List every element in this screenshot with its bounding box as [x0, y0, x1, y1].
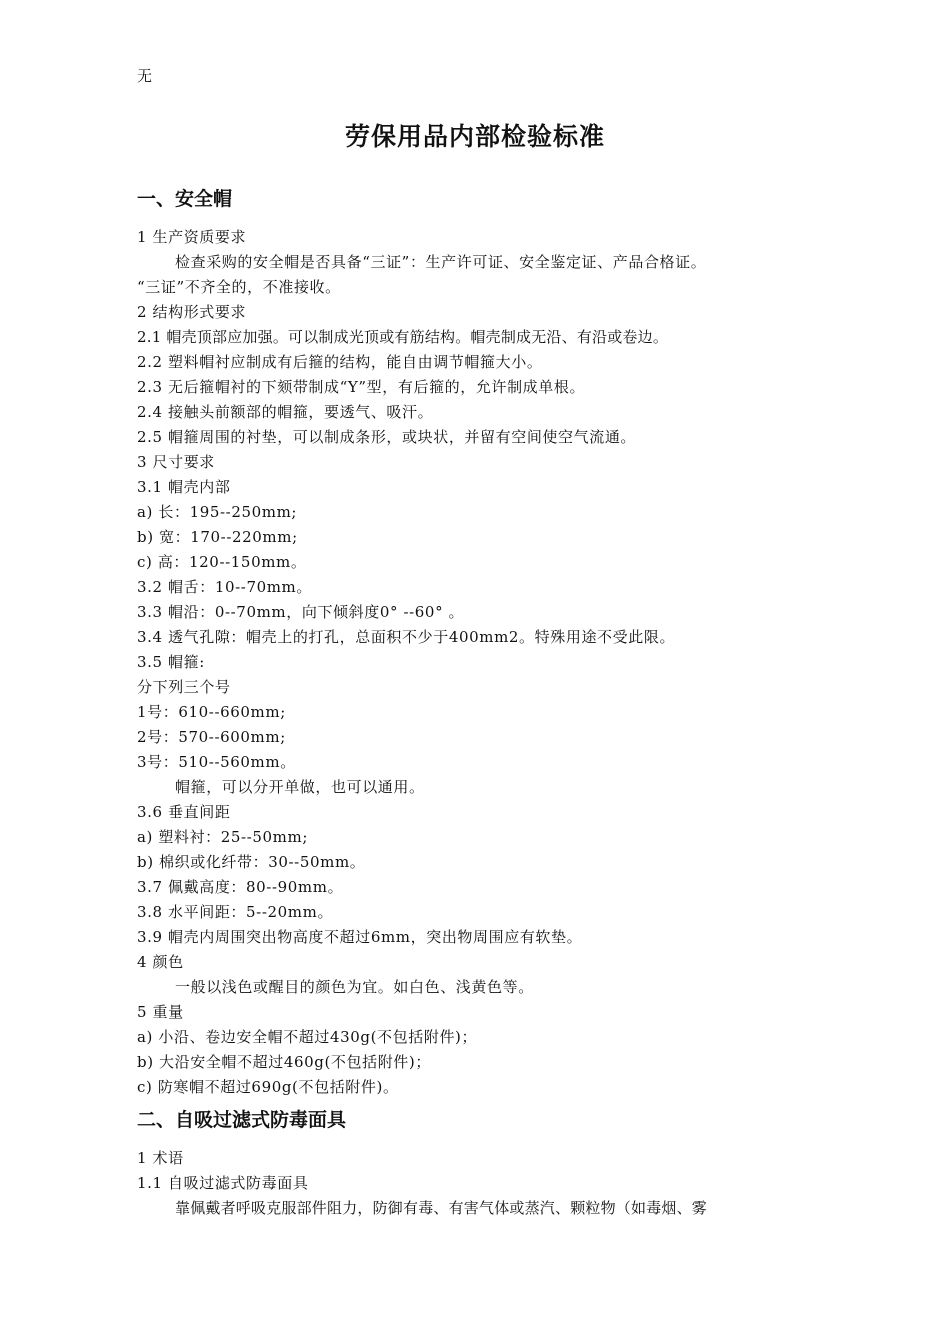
text-line: 3.2 帽舌：10--70mm。 — [137, 578, 312, 596]
text-line: 一般以浅色或醒目的颜色为宜。如白色、浅黄色等。 — [175, 978, 534, 996]
text-line: 3.8 水平间距：5--20mm。 — [137, 903, 334, 921]
section-body-gas-mask — [137, 1146, 827, 1221]
text-line: b) 宽：170--220mm; — [137, 528, 298, 546]
text-line: 4 颜色 — [137, 953, 184, 971]
text-line: c) 高：120--150mm。 — [137, 553, 307, 571]
text-line: 2.1 帽壳顶部应加强。可以制成光顶或有筋结构。帽壳制成无沿、有沿或卷边。 — [137, 328, 669, 346]
text-line: 5 重量 — [137, 1003, 184, 1021]
text-line: 2.2 塑料帽衬应制成有后箍的结构，能自由调节帽箍大小。 — [137, 353, 543, 371]
text-line: 2.4 接触头前额部的帽箍，要透气、吸汗。 — [137, 403, 434, 421]
section-heading-gas-mask: 二、自吸过滤式防毒面具 — [137, 1109, 347, 1131]
text-line: “三证”不齐全的，不准接收。 — [137, 278, 341, 296]
text-line: 2.3 无后箍帽衬的下颏带制成“Y”型，有后箍的，允许制成单根。 — [137, 378, 586, 396]
section-body-safety-helmet — [137, 225, 827, 1100]
text-line: 1 生产资质要求 — [137, 228, 247, 246]
text-line: 2 结构形式要求 — [137, 303, 247, 321]
section-heading-safety-helmet: 一、安全帽 — [137, 188, 233, 210]
text-line: 2号：570--600mm; — [137, 728, 286, 746]
text-line: 3 尺寸要求 — [137, 453, 215, 471]
document-title: 劳保用品内部检验标准 — [344, 122, 605, 151]
text-line: 3.5 帽箍: — [137, 653, 205, 671]
text-line: 检查采购的安全帽是否具备“三证”：生产许可证、安全鉴定证、产品合格证。 — [175, 253, 707, 271]
text-line: 分下列三个号 — [137, 678, 231, 696]
text-line: 3.3 帽沿：0--70mm，向下倾斜度0° --60° 。 — [137, 603, 465, 621]
text-line: c) 防寒帽不超过690g(不包括附件)。 — [137, 1078, 399, 1096]
text-line: a) 长：195--250mm; — [137, 503, 298, 521]
text-line: 1号：610--660mm; — [137, 703, 286, 721]
text-line: 1.1 自吸过滤式防毒面具 — [137, 1174, 309, 1192]
text-line: 3.1 帽壳内部 — [137, 478, 231, 496]
text-line: 2.5 帽箍周围的衬垫，可以制成条形，或块状，并留有空间使空气流通。 — [137, 428, 637, 446]
text-line: 靠佩戴者呼吸克服部件阻力，防御有毒、有害气体或蒸汽、颗粒物（如毒烟、雾 — [175, 1199, 708, 1217]
text-line: b) 大沿安全帽不超过460g(不包括附件)； — [137, 1053, 431, 1071]
text-line: a) 小沿、卷边安全帽不超过430g(不包括附件)； — [137, 1028, 478, 1046]
text-line: 帽箍，可以分开单做，也可以通用。 — [175, 778, 425, 796]
text-line: 3号：510--560mm。 — [137, 753, 296, 771]
text-line: 1 术语 — [137, 1149, 184, 1167]
text-line: 3.4 透气孔隙：帽壳上的打孔，总面积不少于400mm2。特殊用途不受此限。 — [137, 628, 676, 646]
text-line: 3.6 垂直间距 — [137, 803, 231, 821]
text-line: a) 塑料衬：25--50mm; — [137, 828, 308, 846]
text-line: 3.7 佩戴高度：80--90mm。 — [137, 878, 344, 896]
text-line: 3.9 帽壳内周围突出物高度不超过6mm，突出物周围应有软垫。 — [137, 928, 583, 946]
text-line: b) 棉织或化纤带：30--50mm。 — [137, 853, 366, 871]
header-mark: 无 — [137, 67, 153, 85]
